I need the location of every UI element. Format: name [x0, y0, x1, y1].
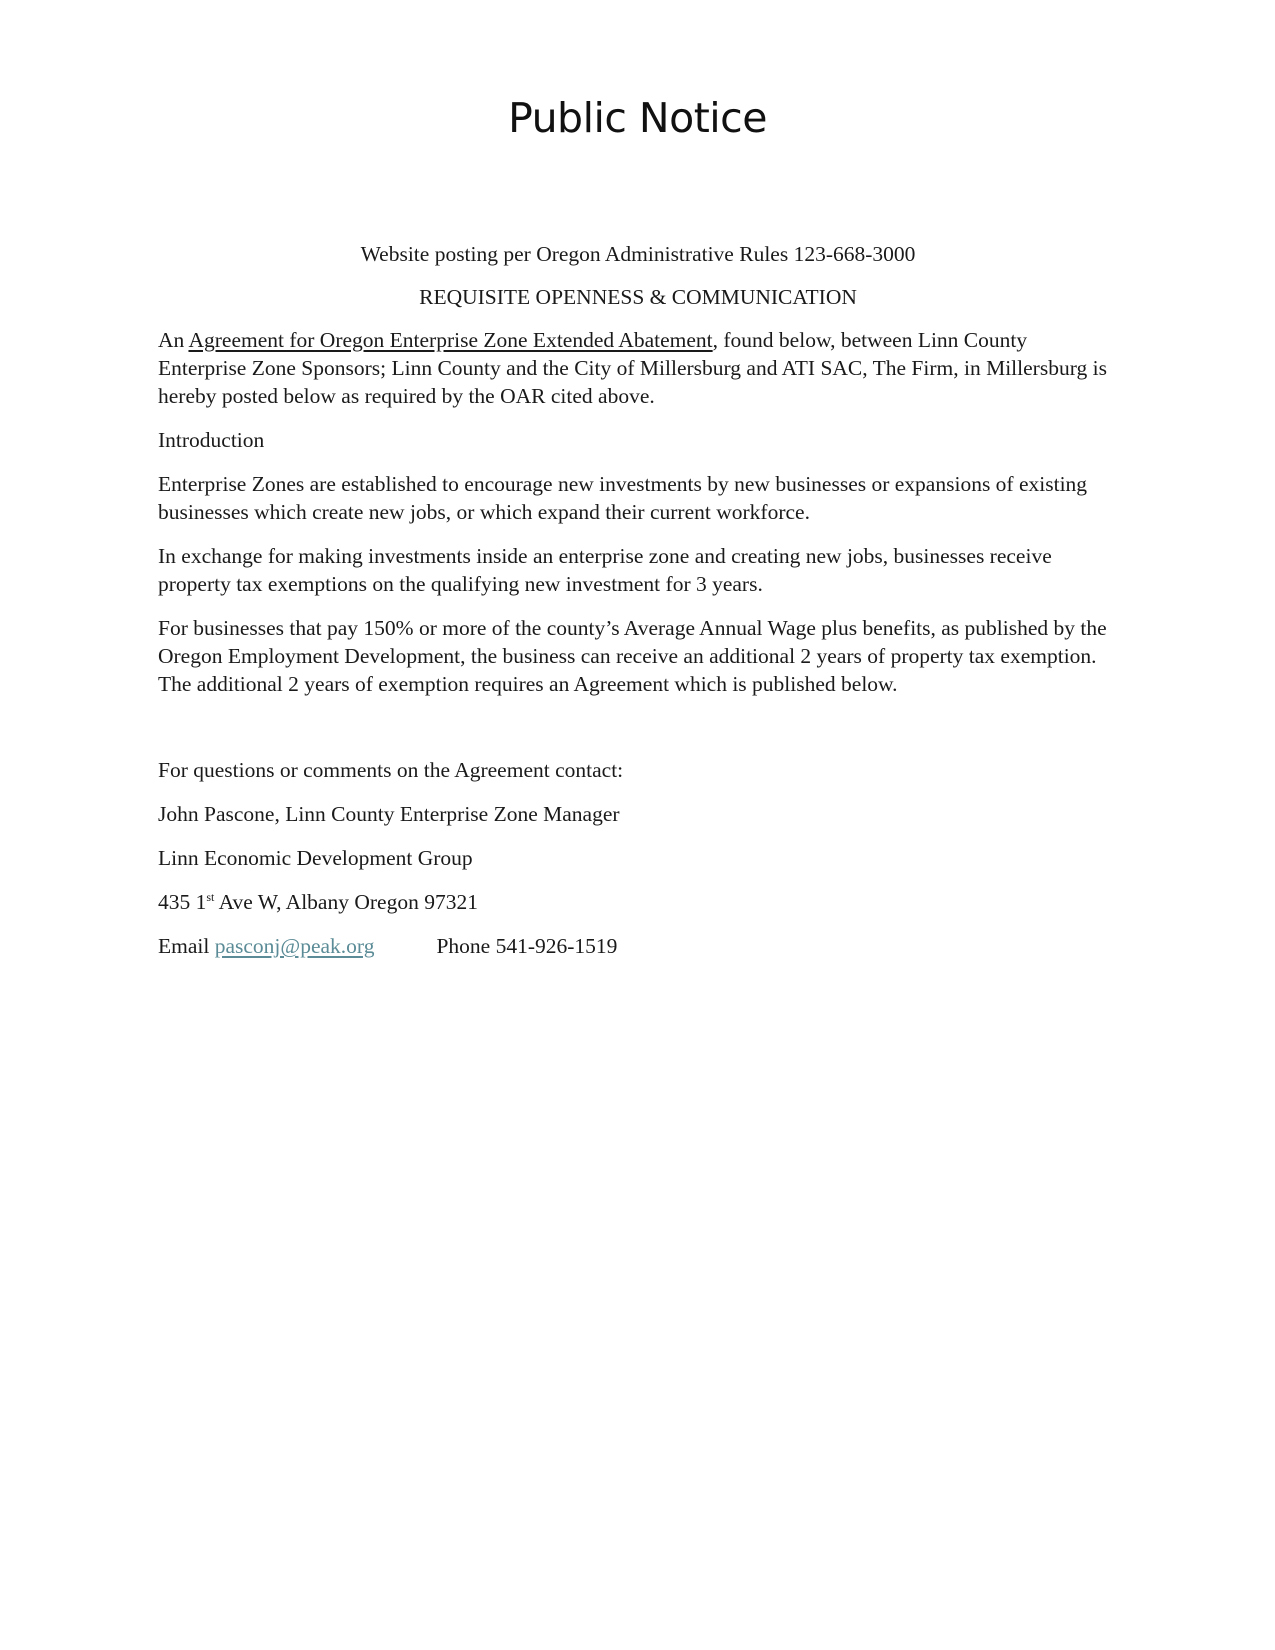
- paragraph-enterprise-zones: Enterprise Zones are established to encourage new investments by new businesses or expansions of existing businesses which create new jobs, or which expand their current workforce.: [158, 472, 1088, 524]
- agreement-link[interactable]: Agreement for Oregon Enterprise Zone Extended Abatement: [188, 328, 713, 352]
- notice-body: [158, 240, 1118, 976]
- introduction-heading: Introduction: [158, 428, 265, 452]
- address-number: 435 1: [158, 890, 207, 914]
- intro-paragraph: [158, 326, 1118, 410]
- paragraph-exchange: In exchange for making investments inside an enterprise zone and creating new jobs, businesses receive property tax exemptions on the qualifying new investment for 3 years.: [158, 544, 1052, 596]
- contact-organization: Linn Economic Development Group: [158, 846, 473, 870]
- contact-address: [158, 888, 1118, 916]
- email-label: Email: [158, 934, 215, 958]
- rules-reference: Website posting per Oregon Administrative Rules 123-668-3000: [360, 242, 916, 266]
- address-rest: Ave W, Albany Oregon 97321: [214, 890, 478, 914]
- paragraph-wage: For businesses that pay 150% or more of the county’s Average Annual Wage plus benefits, as published by the Oregon Employment Development, the business can receive an additional 2 years of property tax exemption. The additional 2 years of exemption requires an Agreement which is published below.: [158, 616, 1107, 696]
- section-title: REQUISITE OPENNESS & COMMUNICATION: [419, 285, 857, 309]
- spacer: [158, 714, 1118, 756]
- contact-email-phone: [158, 932, 1118, 960]
- intro-suffix: , found below, between Linn County Enterprise Zone Sponsors; Linn County and the City of Millersburg and ATI SAC, The Firm, in Millersburg is hereby posted below as required by the OAR cited above.: [158, 328, 1107, 408]
- phone-number: Phone 541-926-1519: [436, 934, 618, 958]
- page-title: Public Notice: [508, 94, 767, 142]
- intro-prefix: An: [158, 328, 189, 352]
- email-link[interactable]: pasconj@peak.org: [214, 934, 375, 958]
- address-ordinal: st: [206, 890, 215, 904]
- contact-name: John Pascone, Linn County Enterprise Zone Manager: [158, 802, 620, 826]
- contact-intro: For questions or comments on the Agreement contact:: [158, 758, 624, 782]
